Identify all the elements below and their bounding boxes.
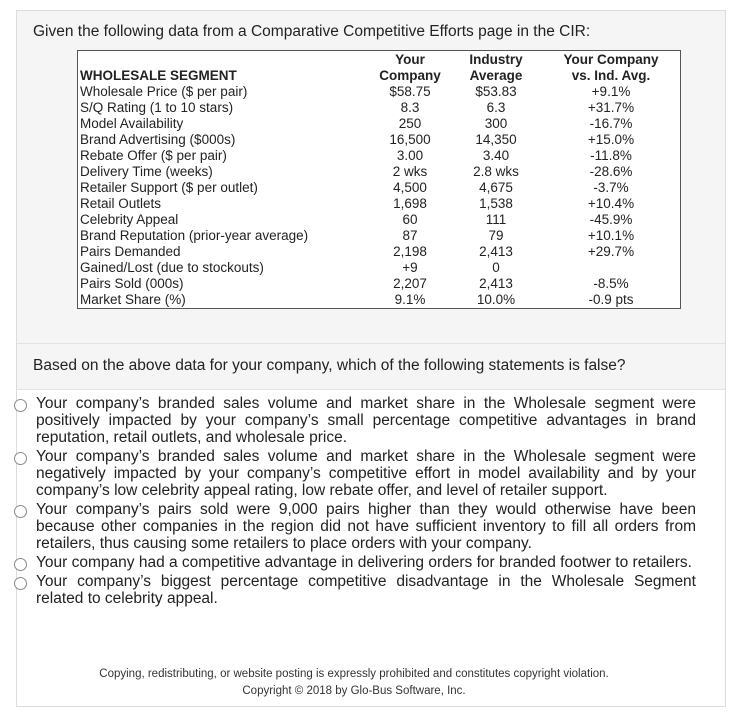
industry-average-value: 1,538: [479, 196, 513, 211]
industry-average-value: 6.3: [486, 100, 506, 115]
radio-button[interactable]: [14, 505, 27, 518]
vs-ind-avg-value: -28.6%: [589, 164, 633, 179]
header-segment: WHOLESALE SEGMENT: [80, 68, 237, 83]
vs-ind-avg-value: +29.7%: [587, 244, 635, 259]
your-company-value: 1,698: [393, 196, 427, 211]
vs-ind-avg-value: +31.7%: [587, 100, 635, 115]
your-company-value: 9.1%: [394, 292, 426, 307]
industry-average-value: 2,413: [479, 276, 513, 291]
vs-ind-avg-value: [542, 260, 681, 276]
row-label: Model Availability: [80, 116, 184, 131]
option-text: Your company’s branded sales volume and market share in the Wholesale segment were negatively impacted by your company’s competitive effort in model availability and by your company’s low celebrity appeal rating, low rebate offer, and level of retailer support.: [36, 448, 696, 499]
your-company-value: 60: [402, 212, 418, 227]
your-company-value: 8.3: [400, 100, 420, 115]
vs-ind-avg-value: +9.1%: [591, 84, 631, 99]
intro-text: Given the following data from a Comparative Competitive Efforts page in the CIR:: [33, 23, 591, 40]
row-label: Gained/Lost (due to stockouts): [80, 260, 264, 275]
table-row: [78, 260, 681, 276]
industry-average-value: 0: [492, 260, 500, 275]
radio-button[interactable]: [14, 558, 27, 571]
table-row: [78, 100, 681, 116]
your-company-value: 16,500: [389, 132, 431, 147]
your-company-value: 2,198: [393, 244, 427, 259]
table-row: [78, 292, 681, 309]
table-row: [78, 164, 681, 180]
cir-data-panel: [17, 11, 725, 344]
header-industry-average: Industry Average: [469, 52, 523, 83]
your-company-value: +9: [402, 260, 418, 275]
vs-ind-avg-value: +10.4%: [587, 196, 635, 211]
industry-average-value: 10.0%: [476, 292, 516, 307]
table-row: [78, 116, 681, 132]
answer-options: [0, 395, 708, 609]
table-row: [78, 196, 681, 212]
header-vs-ind-avg: Your Company vs. Ind. Avg.: [563, 52, 659, 83]
vs-ind-avg-value: +10.1%: [587, 228, 635, 243]
table-row: [78, 212, 681, 228]
row-label: Pairs Sold (000s): [80, 276, 184, 291]
vs-ind-avg-value: -45.9%: [589, 212, 633, 227]
row-label: Market Share (%): [80, 292, 186, 307]
industry-average-value: 300: [484, 116, 508, 131]
table-row: [78, 84, 681, 100]
industry-average-value: 4,675: [479, 180, 513, 195]
your-company-value: 2 wks: [392, 164, 428, 179]
vs-ind-avg-value: -8.5%: [593, 276, 629, 291]
answer-option[interactable]: [0, 395, 708, 446]
option-text: Your company’s biggest percentage competitive disadvantage in the Wholesale Segment related to celebrity appeal.: [36, 573, 696, 607]
industry-average-value: $53.83: [475, 84, 517, 99]
answer-option[interactable]: [0, 573, 708, 607]
your-company-value: 2,207: [393, 276, 427, 291]
copyright-footer: [0, 666, 708, 700]
your-company-value: 4,500: [393, 180, 427, 195]
table-row: [78, 228, 681, 244]
row-label: Brand Reputation (prior-year average): [80, 228, 309, 243]
answer-option[interactable]: [0, 448, 708, 499]
industry-average-value: 2,413: [479, 244, 513, 259]
vs-ind-avg-value: -3.7%: [593, 180, 629, 195]
row-label: Retail Outlets: [80, 196, 162, 211]
header-your-company: Your Company: [379, 52, 441, 83]
industry-average-value: 79: [488, 228, 504, 243]
industry-average-value: 14,350: [475, 132, 517, 147]
option-text: Your company’s pairs sold were 9,000 pairs higher than they would otherwise have been because other companies in the region did not have sufficient inventory to fill all orders from retailers, thus causing some retailers to place orders with your company.: [36, 501, 696, 552]
vs-ind-avg-value: +15.0%: [587, 132, 635, 147]
radio-button[interactable]: [14, 577, 27, 590]
row-label: Pairs Demanded: [80, 244, 181, 259]
vs-ind-avg-value: -11.8%: [590, 148, 632, 163]
your-company-value: $58.75: [389, 84, 431, 99]
row-label: Celebrity Appeal: [80, 212, 179, 227]
table-row: [78, 132, 681, 148]
row-label: Retailer Support ($ per outlet): [80, 180, 258, 195]
copyright-line-1: Copying, redistributing, or website posting is expressly prohibited and constitutes copyright violation.: [99, 668, 609, 680]
option-text: Your company had a competitive advantage in delivering orders for branded footwer to retailers.: [36, 554, 692, 571]
question-panel: [17, 344, 725, 390]
copyright-line-2: Copyright © 2018 by Glo-Bus Software, Inc.: [242, 685, 466, 697]
vs-ind-avg-value: -16.7%: [589, 116, 633, 131]
table-row: [78, 276, 681, 292]
row-label: S/Q Rating (1 to 10 stars): [80, 100, 234, 115]
your-company-value: 3.00: [396, 148, 424, 163]
cir-table: [77, 50, 681, 309]
answer-option[interactable]: [0, 554, 708, 571]
radio-button[interactable]: [14, 399, 27, 412]
row-label: Brand Advertising ($000s): [80, 132, 236, 147]
table-row: [78, 180, 681, 196]
row-label: Rebate Offer ($ per pair): [80, 148, 227, 163]
answer-option[interactable]: [0, 501, 708, 552]
your-company-value: 250: [398, 116, 422, 131]
radio-button[interactable]: [14, 452, 27, 465]
table-row: [78, 244, 681, 260]
industry-average-value: 2.8 wks: [473, 164, 519, 179]
row-label: Delivery Time (weeks): [80, 164, 213, 179]
table-row: [78, 148, 681, 164]
question-text: Based on the above data for your company, which of the following statements is false?: [33, 357, 626, 374]
row-label: Wholesale Price ($ per pair): [80, 84, 248, 99]
vs-ind-avg-value: -0.9 pts: [588, 292, 634, 307]
option-text: Your company’s branded sales volume and market share in the Wholesale segment were positively impacted by your company’s small percentage competitive advantages in brand reputation, retail outlets, and wholesale price.: [36, 395, 696, 446]
industry-average-value: 111: [485, 212, 507, 227]
your-company-value: 87: [402, 228, 418, 243]
industry-average-value: 3.40: [482, 148, 510, 163]
